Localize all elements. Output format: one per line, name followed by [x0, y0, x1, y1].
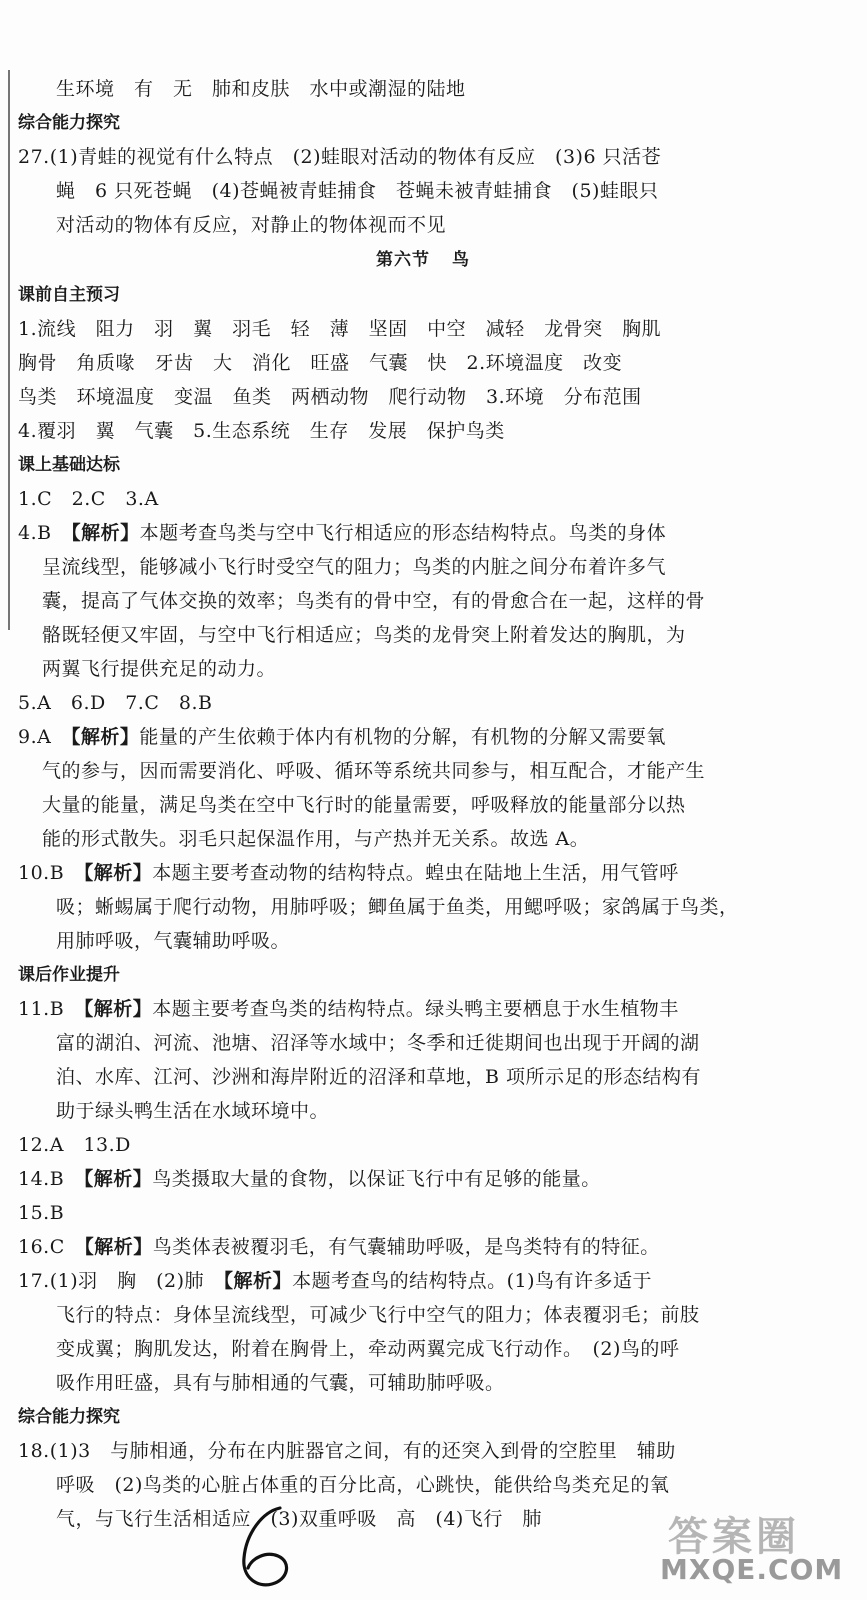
text-line: 囊，提高了气体交换的效率；鸟类有的骨中空，有的骨愈合在一起，这样的骨	[42, 590, 706, 612]
watermark-logo: 答案圈	[668, 1514, 800, 1560]
analysis-tag: 【解析】	[83, 1168, 153, 1190]
text-line: 飞行的特点：身体呈流线型，可减少飞行中空气的阻力；体表覆羽毛；前肢	[56, 1304, 700, 1326]
answer-key: 11.B	[18, 998, 84, 1020]
answer-line	[18, 856, 828, 890]
text-line: 变成翼；胸肌发达，附着在胸骨上，牵动两翼完成飞行动作。 (2)鸟的呼	[56, 1338, 680, 1360]
text-line: 12.A 13.D	[18, 1134, 131, 1156]
text-line: 4.覆羽 翼 气囊 5.生态系统 生存 发展 保护鸟类	[18, 420, 505, 442]
text-line: 呈流线型，能够减小飞行时受空气的阻力；鸟类的内脏之间分布着许多气	[42, 556, 667, 578]
text-line: 吸作用旺盛，具有与肺相通的气囊，可辅助肺呼吸。	[56, 1372, 505, 1394]
handwritten-page-number	[232, 1502, 302, 1592]
answer-line	[18, 1162, 828, 1196]
analysis-text: 本题主要考查动物的结构特点。蝗虫在陆地上生活，用气管呼	[152, 862, 679, 884]
text-line: 气，与飞行生活相适应 (3)双重呼吸 高 (4)飞行 肺	[56, 1508, 542, 1530]
text-line: 吸；蜥蜴属于爬行动物，用肺呼吸；鲫鱼属于鱼类，用鳃呼吸；家鸽属于鸟类，	[56, 896, 739, 918]
analysis-tag: 【解析】	[70, 726, 140, 748]
answer-key: 10.B	[18, 862, 84, 884]
text-line: 胸骨 角质喙 牙齿 大 消化 旺盛 气囊 快 2.环境温度 改变	[18, 352, 623, 374]
analysis-tag: 【解析】	[223, 1270, 293, 1292]
analysis-text: 本题主要考查鸟类的结构特点。绿头鸭主要栖息于水生植物丰	[152, 998, 679, 1020]
answer-key: 17.(1)羽 胸 (2)肺	[18, 1270, 224, 1292]
chapter-name: 鸟	[452, 250, 470, 270]
text-line: 气的参与，因而需要消化、呼吸、循环等系统共同参与，相互配合，才能产生	[42, 760, 706, 782]
watermark	[660, 1505, 860, 1595]
analysis-text: 本题考查鸟类与空中飞行相适应的形态结构特点。鸟类的身体	[139, 522, 667, 544]
answer-line	[18, 516, 828, 550]
text-line: 18.(1)3 与肺相通，分布在内脏器官之间，有的还突入到骨的空腔里 辅助	[18, 1440, 676, 1462]
analysis-tag: 【解析】	[83, 998, 153, 1020]
text-line: 15.B	[18, 1202, 65, 1224]
analysis-text: 本题考查鸟的结构特点。(1)鸟有许多适于	[292, 1270, 652, 1292]
text-line: 两翼飞行提供充足的动力。	[42, 658, 277, 680]
analysis-tag: 【解析】	[84, 1236, 153, 1258]
answer-key: 16.C	[18, 1236, 85, 1258]
analysis-tag: 【解析】	[71, 522, 140, 544]
text-line: 生环境 有 无 肺和皮肤 水中或潮湿的陆地	[56, 78, 466, 100]
text-line: 1.C 2.C 3.A	[18, 488, 159, 510]
answer-line	[18, 992, 828, 1026]
margin-rule	[8, 70, 10, 630]
text-line: 鸟类 环境温度 变温 鱼类 两栖动物 爬行动物 3.环境 分布范围	[18, 386, 642, 408]
text-line: 助于绿头鸭生活在水域环境中。	[56, 1100, 330, 1122]
text-line: 泊、水库、江河、沙洲和海岸附近的沼泽和草地，B 项所示足的形态结构有	[56, 1066, 702, 1088]
text-line: 对活动的物体有反应，对静止的物体视而不见	[56, 214, 447, 236]
answer-content	[18, 72, 828, 1536]
answer-key: 4.B	[18, 522, 72, 544]
chapter-title	[18, 242, 828, 278]
answer-key: 9.A	[18, 726, 71, 748]
answer-key: 14.B	[18, 1168, 84, 1190]
section-heading: 综合能力探究	[18, 113, 120, 133]
text-line: 5.A 6.D 7.C 8.B	[18, 692, 213, 714]
answer-line	[18, 720, 828, 754]
text-line: 能的形式散失。羽毛只起保温作用，与产热并无关系。故选 A。	[42, 828, 590, 850]
answer-line	[18, 1230, 828, 1264]
text-line: 骼既轻便又牢固，与空中飞行相适应；鸟类的龙骨突上附着发达的胸肌，为	[42, 624, 686, 646]
section-heading: 课上基础达标	[18, 455, 120, 475]
analysis-text: 鸟类体表被覆羽毛，有气囊辅助呼吸，是鸟类特有的特征。	[152, 1236, 660, 1258]
text-line: 1.流线 阻力 羽 翼 羽毛 轻 薄 坚固 中空 减轻 龙骨突 胸肌	[18, 318, 662, 340]
chapter-number: 第六节	[376, 250, 430, 270]
analysis-text: 能量的产生依赖于体内有机物的分解，有机物的分解又需要氧	[139, 726, 666, 748]
analysis-tag: 【解析】	[83, 862, 153, 884]
section-heading: 课前自主预习	[18, 285, 120, 305]
text-line: 27.(1)青蛙的视觉有什么特点 (2)蛙眼对活动的物体有反应 (3)6 只活苍	[18, 146, 662, 168]
section-heading: 综合能力探究	[18, 1407, 120, 1427]
section-heading: 课后作业提升	[18, 965, 120, 985]
text-line: 呼吸 (2)鸟类的心脏占体重的百分比高，心跳快，能供给鸟类充足的氧	[56, 1474, 670, 1496]
text-line: 大量的能量，满足鸟类在空中飞行时的能量需要，呼吸释放的能量部分以热	[42, 794, 686, 816]
watermark-site: MXQE.COM	[660, 1553, 844, 1586]
answer-line	[18, 1264, 828, 1298]
text-line: 富的湖泊、河流、池塘、沼泽等水域中；冬季和迁徙期间也出现于开阔的湖	[56, 1032, 700, 1054]
text-line: 蝇 6 只死苍蝇 (4)苍蝇被青蛙捕食 苍蝇未被青蛙捕食 (5)蛙眼只	[56, 180, 659, 202]
analysis-text: 鸟类摄取大量的食物，以保证飞行中有足够的能量。	[152, 1168, 601, 1190]
text-line: 用肺呼吸，气囊辅助呼吸。	[56, 930, 291, 952]
